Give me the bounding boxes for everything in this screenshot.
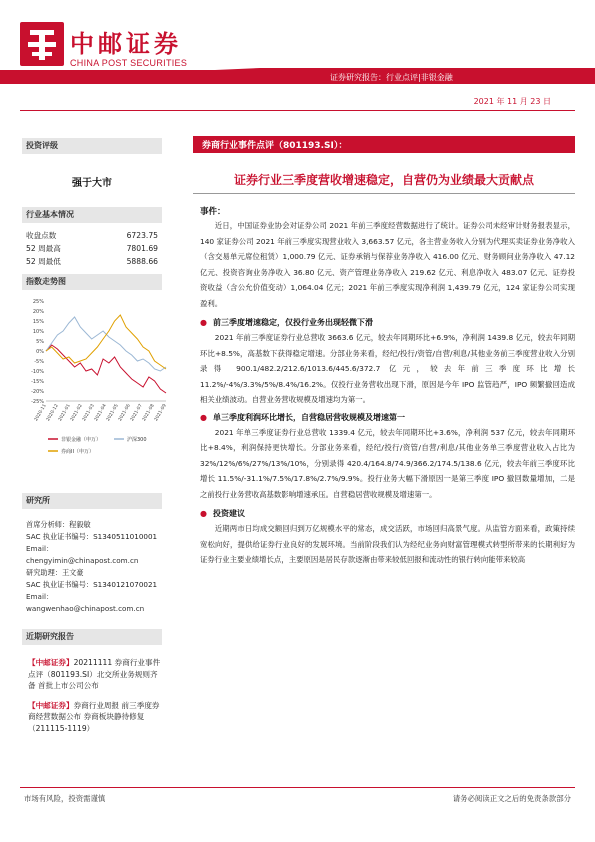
- rating-value: 强于大市: [72, 178, 112, 189]
- y-tick-label: 5%: [36, 339, 44, 345]
- y-tick-label: -10%: [31, 369, 44, 375]
- logo-icon: [20, 22, 64, 66]
- basics-row: [22, 255, 162, 268]
- research-section: [22, 493, 162, 734]
- bullet-icon: ●: [200, 412, 207, 422]
- recent-report-item[interactable]: [22, 657, 162, 692]
- bullet-text: 2021 年前三季度证券行业总营收 3663.6 亿元，较去年同期环比+6.9%，净利润 1439.8 亿元，较去年同期环比+8.5%，高基数下获得稳定增速。分部业务来看，经纪/投行/资管/自营/利息/其他业务前三季度营业收入分别录得 900.1/482.2/212.6/1013.6/445.6/372.7 亿元，较去年前三季度环比增长 11.2%/-4%/3.3%/5%/8.4%/16.2%。仅投行业务营收出现下滑，原因是今年 IPO 监管趋严，IPO 频繁撤回造成相关业绩波动。自营业务营收规模及增速均为第一。: [200, 333, 575, 404]
- legend-label: 沪深300: [127, 437, 147, 443]
- y-tick-label: 25%: [32, 299, 44, 305]
- report-date: 2021 年 11 月 23 日: [473, 97, 551, 106]
- basics-label: 52 周最低: [26, 257, 61, 266]
- y-tick-label: -25%: [31, 399, 44, 405]
- y-tick-label: 20%: [32, 309, 44, 315]
- legend-label: 券商II（申万）: [61, 449, 94, 455]
- basics-value: 7801.69: [126, 244, 158, 253]
- basics-label: 52 周最高: [26, 244, 61, 253]
- y-tick-label: -15%: [31, 379, 44, 385]
- basics-value: 6723.75: [126, 231, 158, 240]
- x-tick-label: 2021-06: [117, 403, 132, 423]
- company-name-cn: 中邮证券: [70, 29, 182, 58]
- y-tick-label: -5%: [34, 359, 44, 365]
- analyst-email[interactable]: Email：chengyimin@chinapost.com.cn: [26, 544, 139, 565]
- footer-risk-note: 市场有风险，投资需谨慎: [24, 794, 106, 803]
- trend-heading: 指数走势图: [22, 274, 162, 290]
- x-tick-label: 2021-02: [69, 403, 84, 423]
- x-tick-label: 2020-11: [33, 403, 48, 423]
- basics-table: [22, 229, 162, 268]
- company-name-en: CHINA POST SECURITIES: [70, 58, 188, 68]
- footer-divider: [20, 787, 575, 788]
- basics-label: 收盘点数: [26, 231, 57, 240]
- recent-heading: 近期研究报告: [22, 629, 162, 645]
- basics-row: [22, 242, 162, 255]
- bullet-text: 2021 年单三季度证券行业总营收 1339.4 亿元，较去年同期环比+3.6%，净利润 537 亿元，较去年同期环比+8.4%，利润保持更快增长。分部业务来看，经纪/投行/资管/自营/利息/其他业务单三季度营业收入占比为 32%/12%/6%/27%/13%/10%，分别录得 420.4/164.8/74.9/366.2/174.5/138.6 亿元，较去年前三季度环比增长 11.5%/-31.1%/7.5%/17.8%/2.7%/9.9%。投行业务大幅下滑原因一是第三季度 IPO 撤回数量增加，二是之前投行业务营收高基数影响增速承压。自营稳居营收规模及增速第一。: [200, 427, 575, 499]
- analyst-line: 首席分析师：程毅敏: [26, 520, 91, 529]
- bullet-icon: ●: [200, 318, 207, 327]
- x-tick-label: 2021-09: [153, 403, 168, 423]
- legend-label: 非银金融（申万）: [61, 437, 102, 443]
- x-tick-label: 2021-03: [81, 403, 96, 423]
- bullet-text: 近期两市日均成交额回归到万亿规模水平的常态，成交活跃，市场回归高景气度。从监管方面来看，政策持续宽松向好，提供给证券行业良好的发展环境。当前阶段我们认为经纪业务向财富管理模式转型所带来的长期利好为证券行业主要业绩增长点，主要原因是居民存款逐渐由带来较低回报和流动性的银行转向能带来较高: [200, 524, 575, 564]
- footer-disclaimer: 请务必阅读正文之后的免责条款部分: [452, 794, 571, 803]
- analyst-line: 研究助理：王文豪: [26, 568, 84, 577]
- series-line: [46, 345, 166, 393]
- x-tick-label: 2021-07: [129, 403, 144, 423]
- event-label: 事件：: [200, 207, 226, 217]
- series-line: [46, 317, 166, 371]
- bullet-heading: [200, 412, 575, 423]
- analyst-email[interactable]: Email：wangwenhao@chinapost.com.cn: [26, 592, 145, 613]
- recent-list: [22, 657, 162, 734]
- y-tick-label: 0%: [36, 349, 44, 355]
- y-tick-label: -20%: [31, 389, 44, 395]
- report-subtitle: 券商行业事件点评（801193.SI）：: [202, 141, 348, 151]
- recent-report-tag: 【中邮证券】: [28, 700, 74, 710]
- bullet-heading: [200, 317, 575, 328]
- bullet-icon: ●: [200, 509, 207, 518]
- x-tick-label: 2020-12: [45, 403, 60, 423]
- basics-value: 5888.66: [126, 257, 158, 266]
- recent-report-text: 20211111 券商行业事件点评（801193.SI）北交所业务规则齐备 首批上市公司公布: [28, 658, 161, 690]
- x-tick-label: 2021-08: [141, 403, 156, 423]
- research-heading: 研究所: [22, 493, 162, 509]
- basics-row: [22, 229, 162, 242]
- header-divider: [20, 110, 575, 111]
- y-tick-label: 10%: [32, 329, 44, 335]
- title-divider: [193, 193, 575, 194]
- event-text: 近日，中国证券业协会对证券公司 2021 年前三季度经营数据进行了统计。证券公司未经审计财务报表显示，140 家证券公司 2021 年前三季度实现营业收入 3,663.57 亿元，各主营业务收入分别为代理买卖证券业务净收入（含交易单元席位租赁）1,000.79 亿元、证券承销与保荐业务净收入 416.00 亿元、财务顾问业务净收入 47.12 亿元、投资咨询业务净收入 36.80 亿元、资产管理业务净收入 219.62 亿元、利息净收入 483.07 亿元、证券投资收益（含公允价值变动）1,064.04 亿元；2021 年前三季度实现净利润 1,439.79 亿元，124 家证券公司实现盈利。: [200, 221, 575, 308]
- recent-report-tag: 【中邮证券】: [28, 658, 74, 667]
- x-tick-label: 2021-04: [93, 403, 108, 423]
- sidebar: [22, 138, 162, 290]
- analyst-line: SAC 执业证书编号：S1340121070021: [26, 580, 158, 589]
- chart-svg: [22, 293, 172, 485]
- index-trend-chart: [22, 293, 172, 485]
- x-tick-label: 2021-01: [57, 403, 72, 423]
- y-tick-label: 15%: [32, 319, 44, 325]
- recent-report-item[interactable]: [22, 700, 162, 735]
- main-body: [200, 205, 575, 568]
- rating-heading: 投资评级: [22, 138, 162, 154]
- analyst-list: [22, 519, 162, 615]
- report-type: 证券研究报告：行业点评|非银金融: [330, 73, 453, 82]
- x-tick-label: 2021-05: [105, 403, 120, 423]
- basics-heading: 行业基本情况: [22, 207, 162, 223]
- bullet-title: 单三季度利润环比增长，自营稳居营收规模及增速第一: [212, 412, 405, 422]
- bullet-title: 投资建议: [212, 509, 245, 518]
- bullet-title: 前三季度增速稳定，仅投行业务出现轻微下滑: [212, 318, 373, 327]
- recent-report-text: 券商行业周报 前三季度券商经营数据公布 券商板块静待修复（211115-1119）: [28, 700, 160, 733]
- analyst-line: SAC 执业证书编号：S1340511010001: [26, 532, 158, 541]
- report-title: 证券行业三季度营收增速稳定，自营仍为业绩最大贡献点: [233, 173, 534, 187]
- bullet-heading: [200, 508, 575, 519]
